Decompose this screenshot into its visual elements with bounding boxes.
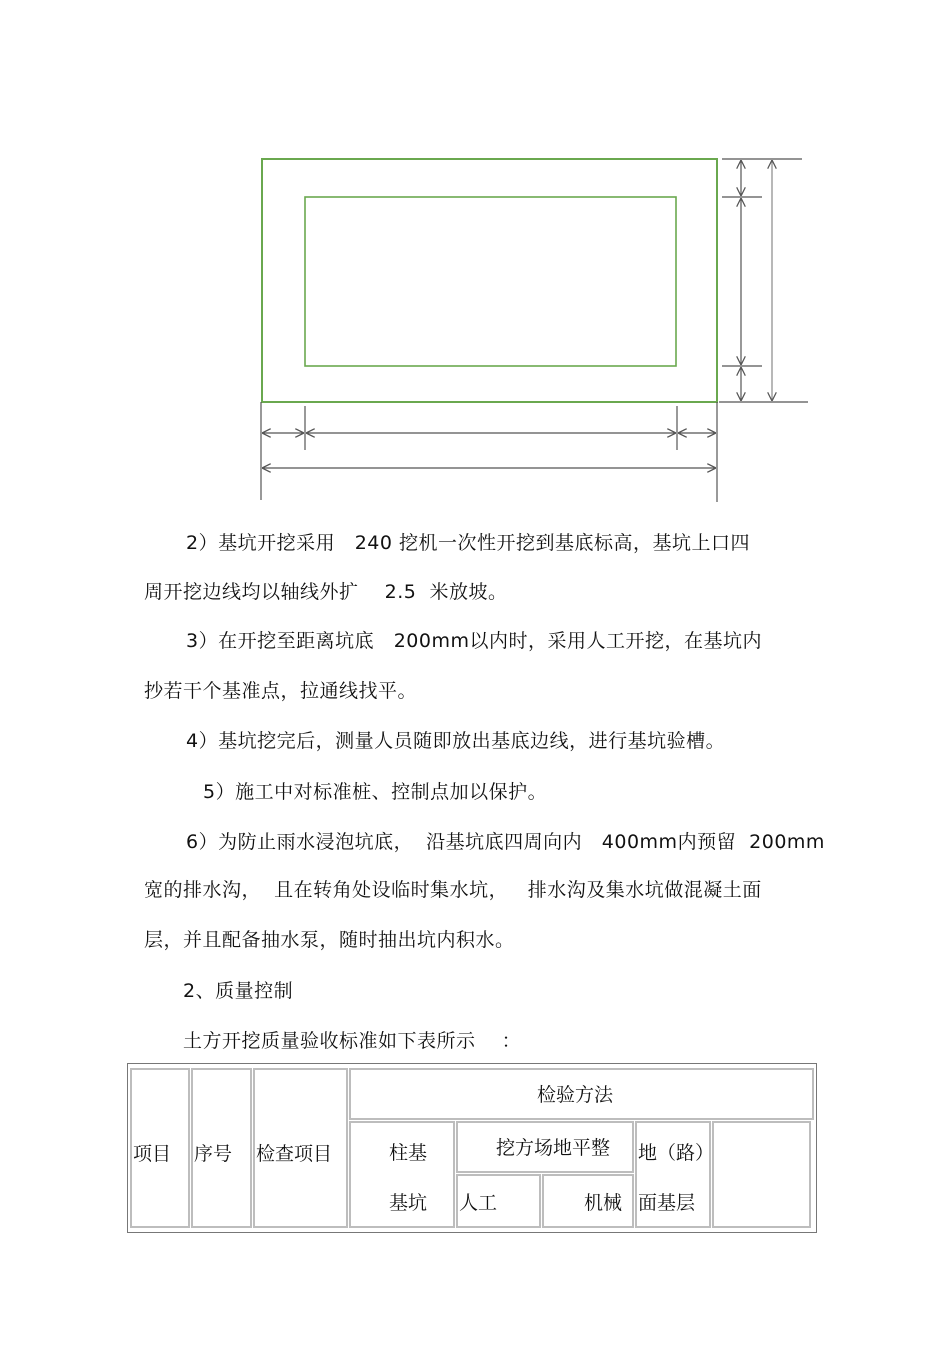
header-check-item <box>253 1068 348 1228</box>
subheader-manual <box>456 1174 541 1228</box>
pit-inner-boundary <box>305 197 676 366</box>
paragraph-3-line-2: 抄若干个基准点，拉通线找平。 <box>144 680 418 702</box>
subheader-site-leveling <box>456 1121 634 1173</box>
vertical-dimensions <box>719 159 808 402</box>
quality-acceptance-table <box>127 1063 817 1233</box>
subheader-road-line-1: 地（路） <box>638 1142 715 1164</box>
header-no <box>191 1068 252 1228</box>
header-inspection-method-label: 检验方法 <box>537 1084 614 1106</box>
paragraph-6-line-2: 宽的排水沟， 且在转角处设临时集水坑， 排水沟及集水坑做混凝土面 <box>144 879 762 901</box>
header-item-label: 项目 <box>133 1143 172 1165</box>
header-check-item-label: 检查项目 <box>256 1143 333 1165</box>
table-intro-text: 土方开挖质量验收标准如下表所示 ： <box>183 1030 522 1052</box>
horizontal-dimensions <box>261 402 717 502</box>
paragraph-6-line-3: 层，并且配备抽水泵，随时抽出坑内积水。 <box>144 929 515 951</box>
subheader-empty <box>712 1121 811 1228</box>
paragraph-2-line-1: 2）基坑开挖采用 240 挖机一次性开挖到基底标高，基坑上口四 <box>186 532 751 554</box>
subheader-site-leveling-label: 挖方场地平整 <box>496 1137 611 1159</box>
header-inspection-method <box>349 1068 814 1120</box>
paragraph-2-line-2: 周开挖边线均以轴线外扩 2.5 米放坡。 <box>144 581 508 603</box>
subheader-pit-line-1: 柱基 <box>389 1142 428 1164</box>
subheader-machine-label: 机械 <box>584 1192 623 1214</box>
subheader-machine <box>542 1174 634 1228</box>
foundation-pit-diagram <box>0 0 950 510</box>
paragraph-6-line-1: 6）为防止雨水浸泡坑底， 沿基坑底四周向内 400mm内预留 200mm <box>186 831 825 853</box>
subheader-road-line-2: 面基层 <box>638 1192 696 1214</box>
subheader-road-base <box>635 1121 715 1228</box>
subheader-pit-line-2: 基坑 <box>389 1192 428 1214</box>
header-item <box>130 1068 190 1228</box>
paragraph-3-line-1: 3）在开挖至距离坑底 200mm以内时，采用人工开挖，在基坑内 <box>186 630 762 652</box>
paragraph-4-line-1: 4）基坑挖完后，测量人员随即放出基底边线，进行基坑验槽。 <box>186 730 726 752</box>
subheader-manual-label: 人工 <box>459 1192 498 1214</box>
section-heading-quality-control: 2、质量控制 <box>183 980 294 1002</box>
subheader-column-foundation-pit <box>349 1121 455 1228</box>
paragraph-5-line-1: 5）施工中对标准桩、控制点加以保护。 <box>203 781 548 803</box>
header-no-label: 序号 <box>194 1143 233 1165</box>
